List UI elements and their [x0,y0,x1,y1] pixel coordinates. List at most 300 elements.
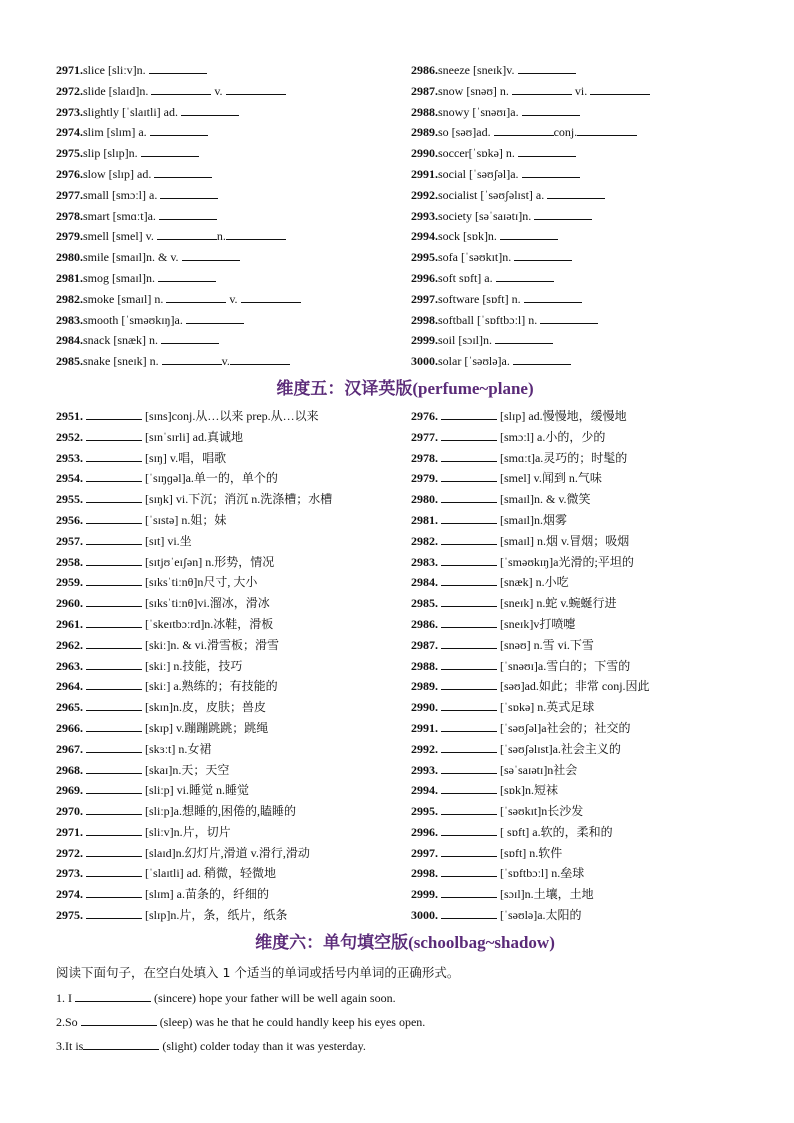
section-4-list [56,60,754,372]
answer-blank[interactable] [86,700,142,711]
answer-blank[interactable] [496,271,554,282]
item-number: 2980. [411,492,438,507]
item-prompt: slip [slɪp]n. [83,146,138,161]
vocab-row [411,884,741,905]
answer-blank[interactable] [154,167,212,178]
item-definition: [smaɪl]n.烟雾 [500,512,567,527]
vocab-row [411,656,741,677]
item-prompt: smell [smel] v. [83,229,154,244]
vocab-row [411,406,741,427]
vocab-row [411,593,741,614]
item-definition: [ˈsəʊkɪt]n长沙发 [500,804,584,819]
section-5-left-column [56,406,411,926]
answer-blank[interactable] [513,354,571,365]
answer-blank[interactable] [518,63,576,74]
item-definition: [skɜːt] n.女裙 [145,741,212,756]
vocab-row [411,801,741,822]
item-part-of-speech: v. [221,354,230,369]
item-prompt: soil [sɔɪl]n. [438,333,492,348]
answer-blank[interactable] [86,804,142,815]
answer-blank[interactable] [441,471,497,482]
answer-blank[interactable] [226,84,286,95]
answer-blank[interactable] [151,84,211,95]
item-prompt: sneeze [sneɪk]v. [438,63,515,77]
item-definition: [sɪŋk] vi.下沉；消沉 n.洗涤槽；水槽 [145,492,333,507]
answer-blank[interactable] [441,596,497,607]
item-number: 2982. [411,533,438,548]
item-number: 2992. [411,187,438,202]
vocab-row [56,656,411,677]
section-5-heading [56,372,754,406]
item-number: 2982. [56,291,83,306]
item-definition: [sɪŋ] v.唱，唱歌 [145,450,227,465]
item-prompt: society [səˈsaɪətɪ]n. [438,208,532,223]
item-prompt: small [smɔːl] a. [83,187,158,202]
item-number: 2978. [56,208,83,223]
item-number: 2959. [56,575,83,590]
item-definition: [slɪp] ad.慢慢地，缓慢地 [500,408,627,423]
answer-blank[interactable] [86,617,142,628]
item-number: 2985. [411,596,438,611]
section-5-right-column [411,406,741,926]
vocab-row [411,780,741,801]
item-prompt: sofa [ˈsəʊkɪt]n. [438,250,512,265]
answer-blank[interactable] [86,492,142,503]
item-number: 2970. [56,804,83,819]
section-4-right-column [411,60,741,372]
item-definition: [sɪt] vi.坐 [145,533,192,548]
item-number: 2991. [411,166,438,181]
item-definition: [ˈsəʊlə]a.太阳的 [500,908,582,923]
item-number: 2965. [56,700,83,715]
vocab-row [56,310,411,331]
item-number: 2951. [56,408,83,423]
item-number: 2983. [411,554,438,569]
answer-blank[interactable] [590,84,650,95]
item-definition: [sɪksˈtiːnθ]n尺寸, 大小 [145,575,258,590]
vocab-row [56,247,411,268]
vocab-row [56,427,411,448]
item-prompt: slide [slaɪd]n. [83,83,149,98]
answer-blank[interactable] [181,105,239,116]
answer-blank[interactable] [522,105,580,116]
answer-blank[interactable] [441,659,497,670]
item-prompt: slightly [ˈslaɪtli] ad. [83,104,178,119]
section-6-instruction: 阅读下面句子，在空白处填入 1 个适当的单词或括号内单词的正确形式。 [56,964,460,980]
vocab-row [411,60,741,81]
answer-blank[interactable] [441,492,497,503]
answer-blank[interactable] [86,575,142,586]
item-number: 2962. [56,637,83,652]
item-number: 2988. [411,658,438,673]
item-number: 2993. [411,208,438,223]
fill-in-sentence [56,1010,754,1034]
item-number: 3000. [411,354,438,369]
item-number: 2990. [411,146,438,161]
answer-blank[interactable] [86,763,142,774]
answer-blank[interactable] [441,575,497,586]
item-definition: [ˈsəʊʃəlɪst]a.社会主义的 [500,741,621,756]
answer-blank[interactable] [166,292,226,303]
answer-blank[interactable] [441,555,497,566]
item-prompt: slim [slɪm] a. [83,125,147,140]
item-definition: [ˈslaɪtli] ad. 稍微，轻微地 [145,866,276,881]
vocab-row [411,843,741,864]
item-prompt: snowy [ˈsnəʊɪ]a. [438,104,519,119]
sentence-start: 2.So [56,1014,81,1029]
answer-blank[interactable] [441,638,497,649]
vocab-row [56,676,411,697]
item-definition: [slɪm] a.苗条的，纤细的 [145,887,269,902]
item-number: 2960. [56,596,83,611]
answer-blank[interactable] [226,229,286,240]
vocab-row [56,863,411,884]
answer-blank[interactable] [86,783,142,794]
item-prompt: smart [smɑːt]a. [83,208,156,223]
answer-blank[interactable] [83,1039,159,1050]
item-number: 2972. [56,83,83,98]
item-part-of-speech: v. [226,291,241,306]
item-number: 2987. [411,83,438,98]
answer-blank[interactable] [495,333,553,344]
sentence-start: 1. I [56,990,75,1005]
item-definition: [sɪtjʊˈeɪʃən] n.形势，情况 [145,554,275,569]
item-definition: [sliːv]n.片，切片 [145,824,231,839]
vocab-row [56,351,411,372]
fill-in-sentence [56,1034,754,1058]
answer-blank[interactable] [86,908,142,919]
vocab-row [56,489,411,510]
vocab-row [411,572,741,593]
item-number: 2964. [56,679,83,694]
item-number: 2998. [411,866,438,881]
item-definition: [səʊ]ad.如此；非常 conj.因此 [500,679,650,694]
vocab-row [411,268,741,289]
item-definition: [ˈsəʊʃəl]a社会的；社交的 [500,720,631,735]
vocab-row [411,164,741,185]
sentence-end: (slight) colder today than it was yesterday. [159,1038,366,1053]
sentence-end: (sincere) hope your father will be well again soon. [151,990,396,1005]
answer-blank[interactable] [241,292,301,303]
vocab-row [411,905,741,926]
answer-blank[interactable] [441,783,497,794]
vocab-row [56,60,411,81]
section-4-left-column [56,60,411,372]
vocab-row [411,247,741,268]
section-5-heading-cn: 维度五：汉译英版 [276,378,413,399]
item-number: 2973. [56,866,83,881]
vocab-row [56,164,411,185]
answer-blank[interactable] [441,887,497,898]
item-number: 2997. [411,291,438,306]
item-number: 2971. [56,824,83,839]
vocab-row [411,552,741,573]
answer-blank[interactable] [441,513,497,524]
item-number: 2976. [411,408,438,423]
item-definition: [sɔɪl]n.土壤，土地 [500,887,594,902]
vocab-row [56,780,411,801]
item-number: 2992. [411,741,438,756]
vocab-row [411,863,741,884]
answer-blank[interactable] [441,846,497,857]
item-definition: [skɪp] v.蹦蹦跳跳；跳绳 [145,720,269,735]
item-prompt: so [səʊ]ad. [438,125,491,140]
answer-blank[interactable] [494,125,554,136]
answer-blank[interactable] [157,229,217,240]
answer-blank[interactable] [86,887,142,898]
item-number: 2979. [411,471,438,486]
item-number: 2955. [56,492,83,507]
vocab-row [56,102,411,123]
vocab-row [56,552,411,573]
item-number: 2997. [411,845,438,860]
item-number: 2980. [56,250,83,265]
item-part-of-speech: vi. [571,83,591,98]
item-prompt: solar [ˈsəʊlə]a. [438,354,510,369]
item-number: 2967. [56,741,83,756]
vocab-row [411,226,741,247]
answer-blank[interactable] [86,451,142,462]
item-definition: [skiː] a.熟练的；有技能的 [145,679,278,694]
item-number: 2963. [56,658,83,673]
vocab-row [56,697,411,718]
answer-blank[interactable] [86,596,142,607]
item-definition: [ sɒft] a.软的，柔和的 [500,824,613,839]
vocab-row [411,206,741,227]
vocab-row [56,330,411,351]
vocab-row [56,801,411,822]
item-prompt: smooth [ˈsməʊkɪŋ]a. [83,312,183,327]
fill-in-sentence [56,986,754,1010]
vocab-row [56,448,411,469]
answer-blank[interactable] [86,742,142,753]
answer-blank[interactable] [441,700,497,711]
answer-blank[interactable] [522,167,580,178]
answer-blank[interactable] [75,991,151,1002]
item-number: 2988. [411,104,438,119]
item-number: 2996. [411,270,438,285]
vocab-row [411,81,741,102]
item-number: 2956. [56,512,83,527]
item-number: 2979. [56,229,83,244]
answer-blank[interactable] [441,451,497,462]
item-number: 2984. [411,575,438,590]
item-definition: [ˈsməʊkɪŋ]a光滑的;平坦的 [500,554,634,569]
vocab-row [411,143,741,164]
item-number: 2975. [56,908,83,923]
answer-blank[interactable] [441,679,497,690]
vocab-row [56,739,411,760]
answer-blank[interactable] [150,125,208,136]
item-definition: [smaɪl]n. & v.微笑 [500,492,591,507]
answer-blank[interactable] [540,313,598,324]
answer-blank[interactable] [512,84,572,95]
section-6-sentences [56,986,754,1058]
item-definition: [sɒft] n.软件 [500,845,563,860]
vocab-row [411,718,741,739]
item-number: 2995. [411,804,438,819]
answer-blank[interactable] [577,125,637,136]
answer-blank[interactable] [86,679,142,690]
answer-blank[interactable] [441,866,497,877]
section-5-heading-range: (perfume~plane) [412,378,534,398]
item-number: 2989. [411,679,438,694]
answer-blank[interactable] [141,146,199,157]
vocab-row [56,843,411,864]
answer-blank[interactable] [441,409,497,420]
vocab-row [56,289,411,310]
answer-blank[interactable] [441,721,497,732]
item-definition: [skiː]n. & vi.滑雪板；滑雪 [145,637,279,652]
vocab-row [411,510,741,531]
answer-blank[interactable] [161,333,219,344]
item-definition: [səˈsaɪətɪ]n社会 [500,762,578,777]
vocab-row [56,406,411,427]
item-number: 2975. [56,146,83,161]
vocab-row [411,676,741,697]
item-prompt: snack [snæk] n. [83,333,158,348]
item-number: 2983. [56,312,83,327]
vocab-row [56,531,411,552]
vocab-row [56,635,411,656]
answer-blank[interactable] [86,534,142,545]
item-number: 2952. [56,429,83,444]
vocab-row [411,448,741,469]
answer-blank[interactable] [500,229,558,240]
vocab-row [56,614,411,635]
answer-blank[interactable] [441,534,497,545]
item-number: 2977. [56,187,83,202]
vocab-row [411,122,741,143]
vocab-row [411,822,741,843]
item-prompt: socialist [ˈsəʊʃəlɪst] a. [438,187,545,202]
item-part-of-speech: conj. [553,125,578,140]
answer-blank[interactable] [441,617,497,628]
item-number: 2973. [56,104,83,119]
item-number: 2968. [56,762,83,777]
answer-blank[interactable] [81,1015,157,1026]
answer-blank[interactable] [441,908,497,919]
answer-blank[interactable] [86,846,142,857]
answer-blank[interactable] [86,659,142,670]
item-number: 2957. [56,533,83,548]
answer-blank[interactable] [514,250,572,261]
answer-blank[interactable] [149,63,207,74]
section-6-heading-cn: 维度六：单句填空版 [255,932,409,953]
item-number: 2974. [56,125,83,140]
answer-blank[interactable] [162,354,222,365]
vocab-row [56,822,411,843]
answer-blank[interactable] [160,188,218,199]
answer-blank[interactable] [441,804,497,815]
item-number: 2999. [411,887,438,902]
item-number: 2985. [56,354,83,369]
vocab-row [411,468,741,489]
vocab-row [411,102,741,123]
item-prompt: slow [slɪp] ad. [83,166,152,181]
answer-blank[interactable] [86,721,142,732]
vocab-row [56,185,411,206]
sentence-start: 3.It is [56,1038,84,1053]
answer-blank[interactable] [86,825,142,836]
item-number: 2971. [56,63,83,77]
answer-blank[interactable] [441,430,497,441]
item-number: 2996. [411,824,438,839]
item-number: 2969. [56,783,83,798]
answer-blank[interactable] [86,513,142,524]
section-6-heading-range: (schoolbag~shadow) [408,932,555,952]
item-definition: [snæk] n.小吃 [500,575,569,590]
item-prompt: sock [sɒk]n. [438,229,497,244]
item-number: 2981. [411,512,438,527]
answer-blank[interactable] [441,742,497,753]
item-definition: [smɔːl] a.小的，少的 [500,429,606,444]
item-number: 2976. [56,166,83,181]
answer-blank[interactable] [86,409,142,420]
answer-blank[interactable] [518,146,576,157]
vocab-row [411,739,741,760]
vocab-row [411,697,741,718]
item-prompt: slice [sliːv]n. [83,63,146,77]
item-definition: [slɪp]n.片，条，纸片，纸条 [145,908,288,923]
item-definition: [skiː] n.技能，技巧 [145,658,243,673]
item-number: 2954. [56,471,83,486]
item-number: 2953. [56,450,83,465]
sentence-end: (sleep) was he that he could handly keep his eyes open. [156,1014,426,1029]
item-part-of-speech: v. [211,83,226,98]
answer-blank[interactable] [524,292,582,303]
item-number: 2972. [56,845,83,860]
answer-blank[interactable] [86,638,142,649]
answer-blank[interactable] [534,209,592,220]
answer-blank[interactable] [86,866,142,877]
vocab-row [56,143,411,164]
vocab-row [411,185,741,206]
answer-blank[interactable] [547,188,605,199]
item-number: 2961. [56,616,83,631]
answer-blank[interactable] [230,354,290,365]
item-number: 2987. [411,637,438,652]
answer-blank[interactable] [86,471,142,482]
item-definition: [sɪksˈtiːnθ]vi.溜冰，滑冰 [145,596,270,611]
answer-blank[interactable] [441,763,497,774]
item-number: 2994. [411,783,438,798]
item-number: 2966. [56,720,83,735]
item-definition: [sneɪk]v打喷嚏 [500,616,576,631]
vocab-row [411,330,741,351]
item-definition: [smɑːt]a.灵巧的；时髦的 [500,450,628,465]
item-number: 2991. [411,720,438,735]
item-definition: [ˈsɒkə] n.英式足球 [500,700,595,715]
answer-blank[interactable] [158,271,216,282]
answer-blank[interactable] [182,250,240,261]
item-part-of-speech: n. [216,229,226,244]
vocab-row [56,206,411,227]
section-6-heading [56,926,754,960]
item-number: 2981. [56,270,83,285]
vocab-row [56,122,411,143]
section-5-list [56,406,754,926]
item-definition: [sɪns]conj.从…以来 prep.从…以来 [145,408,319,423]
item-definition: [skɪn]n.皮，皮肤；兽皮 [145,700,266,715]
answer-blank[interactable] [159,209,217,220]
vocab-row [56,226,411,247]
item-prompt: soft sɒft] a. [438,270,493,285]
answer-blank[interactable] [86,555,142,566]
answer-blank[interactable] [186,313,244,324]
answer-blank[interactable] [86,430,142,441]
answer-blank[interactable] [441,825,497,836]
